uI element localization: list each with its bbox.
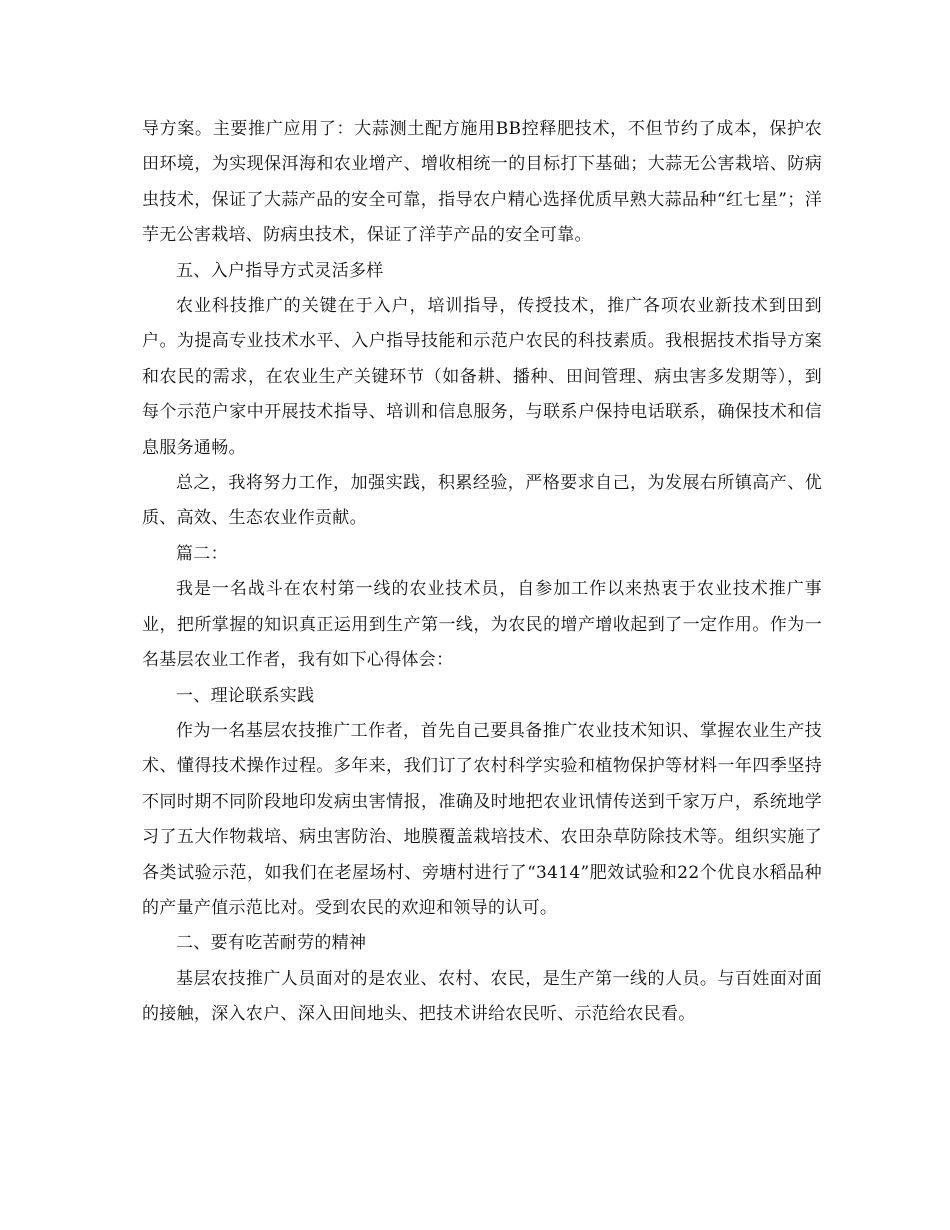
section-heading-2: 二、要有吃苦耐劳的精神 <box>176 933 367 954</box>
paragraph-household-guidance: 农业科技推广的关键在于入户，培训指导，传授技术，推广各项农业新技术到田到户。为提高专业技术水平、入户指导技能和示范户农民的科技素质。我根据技术指导方案和农民的需求，在农业生产关键环节（如备耕、播种、田间管理、病虫害多发期等），到每个示范户家中开展技术指导、培训和信息服务，与联系户保持电话联系，确保技术和信息服务通畅。 <box>142 296 822 458</box>
paragraph-hard-work: 基层农技推广人员面对的是农业、农村、农民，是生产第一线的人员。与百姓面对面的接触，深入农户、深入田间地头、把技术讲给农民听、示范给农民看。 <box>142 968 822 1025</box>
paragraph-theory-practice: 作为一名基层农技推广工作者，首先自己要具备推广农业技术知识、掌握农业生产技术、懂得技术操作过程。多年来，我们订了农村科学实验和植物保护等材料一年四季坚持不同时期不同阶段地印发病虫害情报，准确及时地把农业讯情传送到千家万户，系统地学习了五大作物栽培、病虫害防治、地膜覆盖栽培技术、农田杂草防除技术等。组织实施了各类试验示范，如我们在老屋场村、旁塘村进行了“3414”肥效试验和22个优良水稻品种的产量产值示范比对。受到农民的欢迎和领导的认可。 <box>142 720 822 918</box>
section-heading-1: 一、理论联系实践 <box>176 685 315 706</box>
paragraph-conclusion: 总之，我将努力工作，加强实践，积累经验，严格要求自己，为发展右所镇高产、优质、高效、生态农业作贡献。 <box>142 473 822 529</box>
part-two-heading: 篇二： <box>176 543 228 564</box>
document-body <box>142 112 822 1033</box>
paragraph-intro: 我是一名战斗在农村第一线的农业技术员，自参加工作以来热衷于农业技术推广事业，把所掌握的知识真正运用到生产第一线，为农民的增产增收起到了一定作用。作为一名基层农业工作者，我有如下心得体会： <box>142 579 822 671</box>
paragraph-continued: 导方案。主要推广应用了：大蒜测土配方施用BB控释肥技术，不但节约了成本，保护农田环境，为实现保洱海和农业增产、增收相统一的目标打下基础；大蒜无公害栽培、防病虫技术，保证了大蒜产品的安全可靠，指导农户精心选择优质早熟大蒜品种“红七星”；洋芋无公害栽培、防病虫技术，保证了洋芋产品的安全可靠。 <box>142 119 822 246</box>
section-heading-5: 五、入户指导方式灵活多样 <box>176 260 384 281</box>
